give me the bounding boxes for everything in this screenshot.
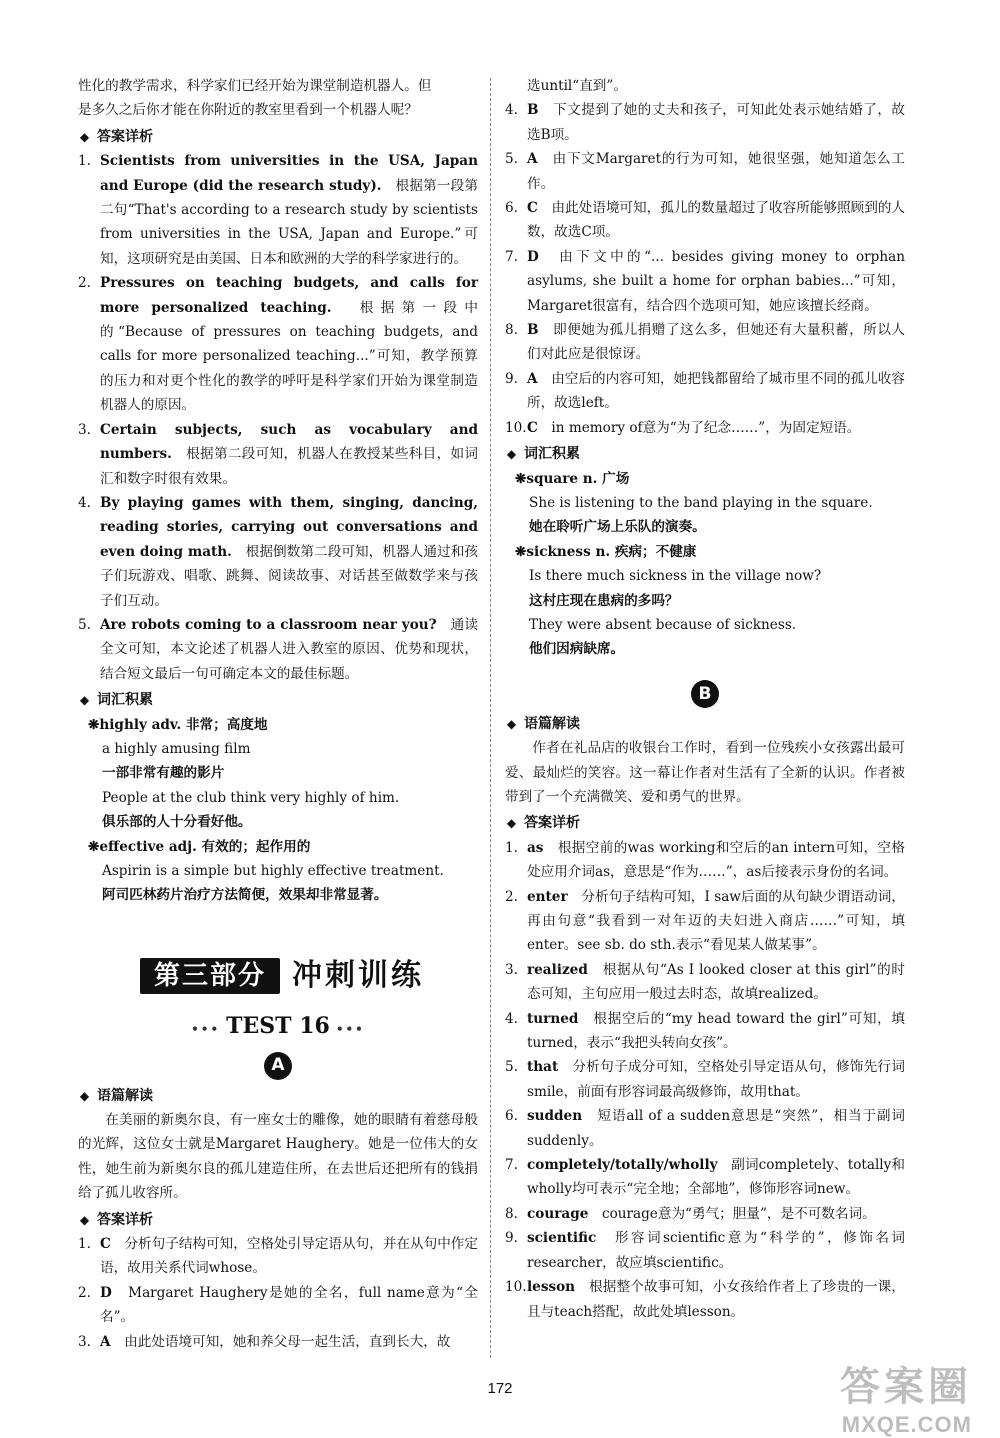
answers-list	[505, 98, 905, 440]
intro-text	[78, 74, 478, 123]
answer-item: 4. turned 根据空后的“my head toward the girl”可知，填turned，表示“我把头转向女孩”。	[505, 1010, 906, 1052]
reading-heading: ◆ 语篇解读	[78, 1084, 478, 1108]
section-marker-icon: ◆	[79, 129, 90, 144]
page-number: 172	[487, 1380, 513, 1397]
answer-item: 5. A 由下文Margaret的行为可知，她很坚强，她知道怎么工作。	[505, 151, 905, 192]
part-title: 冲刺训练	[292, 957, 425, 993]
part-label: 第三部分	[140, 958, 280, 994]
vocab-example: 她在聆听广场上乐队的演奏。	[529, 519, 706, 536]
answer-item: 1. Scientists from universities in the USA, Japan and Europe (did the research study). 根据第一段第二句“That's according to a research study by scientists from universities in the USA, Japan and Europe.”可知，这项研究是由美国、日本和欧洲的大学的科学家进行的。	[78, 153, 479, 267]
vocab-example: They were absent because of sickness.	[529, 616, 797, 633]
answers-heading: ◆ 答案详析	[78, 125, 478, 149]
vocab-heading: ◆ 词汇积累	[78, 688, 478, 712]
vocab-example: 这村庄现在患病的多吗？	[529, 592, 679, 609]
answer-item: 8. B 即便她为孤儿捐赠了这么多，但她还有大量积蓄，所以人们对此应是很惊讶。	[505, 322, 906, 363]
intro-line: 是多久之后你才能在你附近的教室里看到一个机器人呢？	[78, 102, 418, 119]
answers-list	[78, 149, 478, 686]
answer-item: 9. scientific 形容词scientific意为“科学的”，修饰名词researcher，故应填scientific。	[505, 1230, 905, 1271]
answer-item: 8. courage courage意为“勇气；胆量”，是不可数名词。	[505, 1205, 876, 1222]
answer-item: 4. By playing games with them, singing, dancing, reading stories, carrying out conversations and even doing math. 根据倒数第二段可知，机器人通过和孩子们玩游戏、唱歌、跳舞、阅读故事、对话甚至做数学来与孩子们互动。	[78, 494, 479, 609]
answers-list	[78, 1232, 478, 1354]
answer-item: 2. enter 分析句子结构可知，I saw后面的从句缺少谓语动词，再由句意“我看到一对年迈的夫妇进入商店……”可知，填enter。see sb. do sth.表示“看见某人做某事”。	[505, 888, 906, 954]
vocab-word: ❋highly adv. 非常；高度地	[88, 716, 268, 733]
section-marker-icon: ◆	[79, 1212, 90, 1227]
section-marker-icon: ◆	[506, 816, 517, 831]
answer-item: 1. C 分析句子结构可知，空格处引导定语从句，并在从句中作定语，故用关系代词whose。	[78, 1236, 479, 1277]
right-column	[505, 74, 905, 1324]
decor-dots: •••	[191, 1022, 221, 1037]
answer-item: 7. completely/totally/wholly 副词completely、totally和wholly均可表示“完全地；全部地”，修饰形容词new。	[505, 1157, 906, 1198]
vocab-heading: ◆ 词汇积累	[505, 442, 905, 466]
answers-heading: ◆ 答案详析	[505, 811, 905, 835]
section-marker-icon: ◆	[79, 693, 90, 708]
vocab-example: 阿司匹林药片治疗方法简便，效果却非常显著。	[102, 887, 388, 904]
reading-heading: ◆ 语篇解读	[505, 712, 905, 736]
section-marker-icon: ◆	[506, 716, 517, 731]
vocab-word: ❋square n. 广场	[515, 470, 630, 487]
answer-item: 10. C in memory of意为“为了纪念……”，为固定短语。	[505, 419, 861, 436]
answer-item: 5. that 分析句子成分可知，空格处引导定语从句，修饰先行词smile，前面有形容词最高级修饰，故用that。	[505, 1059, 906, 1100]
answer-item: 1. as 根据空前的was working和空后的an intern可知，空格处应用介词as，意思是“作为……”，as后接表示身份的名词。	[505, 839, 905, 881]
vocab-example: 他们因病缺席。	[529, 641, 625, 658]
answer-item: 6. sudden 短语all of a sudden意思是“突然”，相当于副词suddenly。	[505, 1108, 906, 1149]
test-title: ••• TEST 16 •••	[191, 1013, 365, 1040]
answer-item: 3. Certain subjects, such as vocabulary and numbers. 根据第二段可知，机器人在教授某些科目，如词汇和数字时很有效果。	[78, 421, 479, 487]
answer-item: 7. D 由下文中的“... besides giving money to orphan asylums, she built a home for orphan babies...”可知，Margaret很富有，结合四个选项可知，她应该擅长经商。	[505, 248, 905, 314]
answers-list	[505, 836, 905, 1324]
vocab-example: 俱乐部的人十分看好他。	[102, 814, 252, 831]
watermark-logo: 答案圈 MXQE.COM	[840, 1365, 972, 1437]
intro-line: 性化的教学需求，科学家们已经开始为课堂制造机器人。但	[78, 78, 432, 94]
vocab-list	[505, 467, 905, 662]
vocab-example: 一部非常有趣的影片	[102, 765, 225, 782]
answer-item: 10. lesson 根据整个故事可知，小女孩给作者上了珍贵的一课，且与teach搭配，故此处填lesson。	[505, 1279, 906, 1320]
answer-item: 6. C 由此处语境可知，孤儿的数量超过了收容所能够照顾到的人数，故选C项。	[505, 200, 906, 241]
section-marker-icon: ◆	[506, 447, 517, 462]
vocab-list	[78, 713, 478, 908]
answer-item: 5. Are robots coming to a classroom near you? 通读全文可知，本文论述了机器人进入教室的原因、优势和现状，结合短文最后一句可确定本文的最佳标题。	[78, 616, 478, 682]
vocab-example: People at the club think very highly of him.	[102, 789, 400, 806]
part-banner	[140, 958, 478, 994]
vocab-word: ❋sickness n. 疾病；不健康	[515, 543, 697, 560]
decor-dots: •••	[335, 1022, 365, 1037]
vocab-example: Is there much sickness in the village now?	[529, 568, 822, 585]
vocab-example: Aspirin is a simple but highly effective treatment.	[102, 863, 444, 879]
section-marker-icon: ◆	[79, 1088, 90, 1103]
answer-item: 3. realized 根据从句“As I looked closer at this girl”的时态可知，主句应用一般过去时态，故填realized。	[505, 961, 906, 1003]
answer-item: 2. D Margaret Haughery是她的全名，full name意为“全名”。	[78, 1284, 478, 1326]
answer-item: 4. B 下文提到了她的丈夫和孩子，可知此处表示她结婚了，故选B项。	[505, 102, 906, 143]
left-column	[78, 74, 478, 1354]
reading-summary: 在美丽的新奥尔良，有一座女士的雕像，她的眼睛有着慈母般的光辉，这位女士就是Margaret Haughery。她是一位伟大的女性，她生前为新奥尔良的孤儿建造住所，在去世后还把所有的钱捐给了孤儿收容所。	[78, 1112, 478, 1202]
continued-line: 选until“直到”。	[527, 78, 627, 94]
answer-item: 9. A 由空后的内容可知，她把钱都留给了城市里不同的孤儿收容所，故选left。	[505, 370, 905, 412]
answers-heading: ◆ 答案详析	[78, 1208, 478, 1232]
section-a-badge: A	[264, 1052, 292, 1080]
vocab-example: a highly amusing film	[102, 740, 251, 757]
reading-summary: 作者在礼品店的收银台工作时，看到一位残疾小女孩露出最可爱、最灿烂的笑容。这一幕让作者对生活有了全新的认识。作者被带到了一个充满微笑、爱和勇气的世界。	[505, 740, 905, 805]
column-divider	[490, 78, 491, 1358]
vocab-word: ❋effective adj. 有效的；起作用的	[88, 838, 311, 855]
answer-item: 3. A 由此处语境可知，她和养父母一起生活，直到长大，故	[78, 1333, 451, 1350]
vocab-example: She is listening to the band playing in the square.	[529, 494, 873, 511]
answer-item: 2. Pressures on teaching budgets, and calls for more personalized teaching. 根据第一段中的“Because of pressures on teaching budgets, and calls for more personalized teaching...”可知，教学预算的压力和对更个性化的教学的呼吁是科学家们开始为课堂制造机器人的原因。	[78, 275, 479, 414]
section-b-badge: B	[691, 680, 719, 708]
